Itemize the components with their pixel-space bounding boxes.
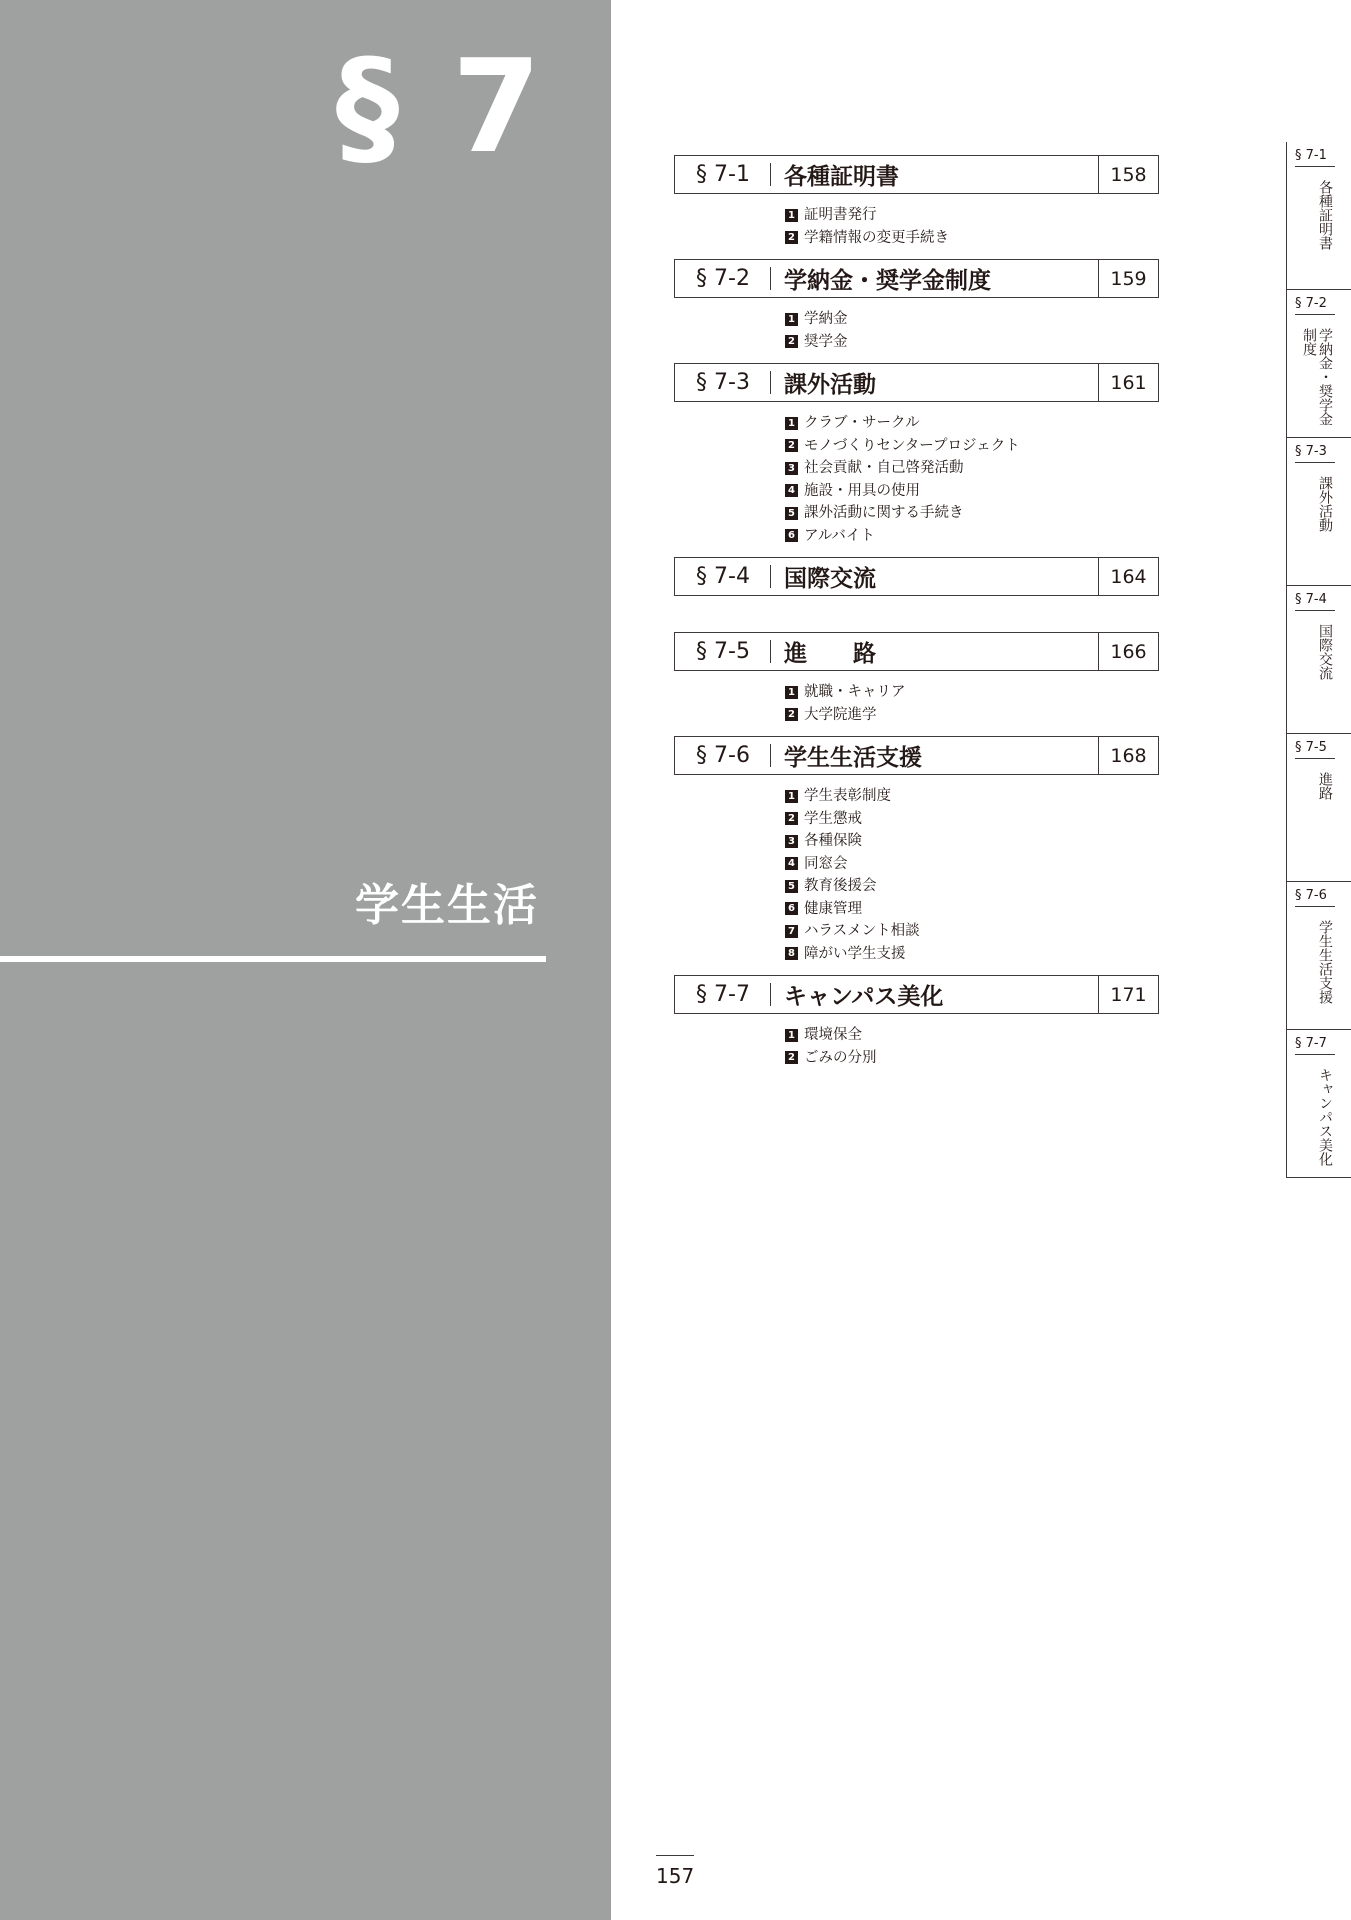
tab-number: § 7-5 [1295, 740, 1335, 759]
list-item[interactable] [785, 785, 1159, 808]
list-item[interactable] [785, 204, 1159, 227]
section-item-list [674, 298, 1159, 363]
chapter-cover-panel [0, 0, 611, 1920]
section-title: 課外活動 [784, 372, 876, 398]
section-page: 161 [1098, 364, 1158, 401]
table-of-contents [674, 155, 1159, 1079]
item-number-badge: 1 [785, 209, 798, 222]
list-item[interactable] [785, 502, 1159, 525]
item-text: クラブ・サークル [804, 415, 920, 431]
section-number: § 7-7 [675, 976, 771, 1013]
item-number-badge: 2 [785, 708, 798, 721]
section-page: 164 [1098, 558, 1158, 595]
item-text: 教育後援会 [804, 878, 877, 894]
section-header[interactable] [674, 736, 1159, 775]
list-item[interactable] [785, 853, 1159, 876]
list-item[interactable] [785, 331, 1159, 354]
toc-section [674, 736, 1159, 975]
item-text: 課外活動に関する手続き [804, 505, 964, 521]
item-text: 学生表彰制度 [804, 788, 891, 804]
tab-number: § 7-1 [1295, 148, 1335, 167]
section-number: § 7-4 [675, 558, 771, 595]
item-number-badge: 5 [785, 507, 798, 520]
section-page: 168 [1098, 737, 1158, 774]
item-number-badge: 6 [785, 902, 798, 915]
tab-label: キャンパス美化 [1317, 1068, 1333, 1166]
list-item[interactable] [785, 681, 1159, 704]
item-number-badge: 1 [785, 790, 798, 803]
section-header[interactable] [674, 557, 1159, 596]
section-item-list [674, 1014, 1159, 1079]
chapter-title: 学生生活 [355, 880, 539, 931]
section-number: § 7-2 [675, 260, 771, 297]
chapter-number: § 7 [335, 33, 545, 182]
item-number-badge: 2 [785, 231, 798, 244]
tab-number: § 7-3 [1295, 444, 1335, 463]
list-item[interactable] [785, 435, 1159, 458]
side-index-tabs [1286, 142, 1351, 1178]
list-item[interactable] [785, 1047, 1159, 1070]
tab-label: 進路 [1317, 772, 1333, 800]
section-title: キャンパス美化 [784, 984, 944, 1010]
toc-section [674, 259, 1159, 363]
item-text: ごみの分別 [804, 1049, 877, 1066]
section-number: § 7-1 [675, 156, 771, 193]
item-number-badge: 8 [785, 947, 798, 960]
section-item-list [674, 775, 1159, 975]
section-header[interactable] [674, 155, 1159, 194]
list-item[interactable] [785, 704, 1159, 727]
tab-label: 学生生活支援 [1317, 920, 1333, 1004]
item-text: 奨学金 [804, 333, 848, 350]
section-title: 各種証明書 [784, 164, 899, 190]
tab-label: 学納金・奨学金制度 [1301, 328, 1333, 426]
tab-label: 各種証明書 [1317, 180, 1333, 250]
item-number-badge: 2 [785, 439, 798, 452]
list-item[interactable] [785, 943, 1159, 966]
section-item-list [674, 194, 1159, 259]
item-number-badge: 4 [785, 857, 798, 870]
item-text: 証明書発行 [804, 207, 877, 223]
toc-section [674, 155, 1159, 259]
section-item-list [674, 402, 1159, 557]
list-item[interactable] [785, 480, 1159, 503]
section-page: 171 [1098, 976, 1158, 1013]
side-index-tab[interactable] [1286, 438, 1351, 586]
chapter-title-rule [0, 956, 546, 962]
side-index-tab[interactable] [1286, 290, 1351, 438]
section-title: 進 路 [784, 641, 876, 667]
section-item-list [674, 671, 1159, 736]
list-item[interactable] [785, 227, 1159, 250]
tab-number: § 7-2 [1295, 296, 1335, 315]
side-index-tab[interactable] [1286, 1030, 1351, 1178]
item-number-badge: 6 [785, 529, 798, 542]
item-number-badge: 3 [785, 835, 798, 848]
section-header[interactable] [674, 363, 1159, 402]
section-header[interactable] [674, 975, 1159, 1014]
tab-label: 国際交流 [1317, 624, 1333, 680]
item-number-badge: 3 [785, 462, 798, 475]
section-title: 学納金・奨学金制度 [784, 268, 991, 294]
side-index-tab[interactable] [1286, 882, 1351, 1030]
section-number: § 7-5 [675, 633, 771, 670]
tab-label: 課外活動 [1317, 476, 1333, 532]
list-item[interactable] [785, 525, 1159, 548]
item-number-badge: 1 [785, 313, 798, 326]
item-text: ハラスメント相談 [804, 923, 920, 939]
item-text: 学納金 [804, 311, 848, 327]
section-number: § 7-6 [675, 737, 771, 774]
item-text: 各種保険 [804, 833, 862, 849]
section-header[interactable] [674, 632, 1159, 671]
section-header[interactable] [674, 259, 1159, 298]
item-number-badge: 1 [785, 1029, 798, 1042]
side-index-tab[interactable] [1286, 142, 1351, 290]
item-text: 学生懲戒 [804, 810, 862, 827]
toc-section [674, 975, 1159, 1079]
list-item[interactable] [785, 898, 1159, 921]
tab-number: § 7-7 [1295, 1036, 1335, 1055]
item-text: 同窓会 [804, 855, 848, 872]
section-page: 159 [1098, 260, 1158, 297]
item-text: 環境保全 [804, 1027, 862, 1043]
list-item[interactable] [785, 875, 1159, 898]
list-item[interactable] [785, 308, 1159, 331]
list-item[interactable] [785, 830, 1159, 853]
toc-section [674, 632, 1159, 736]
item-number-badge: 2 [785, 335, 798, 348]
page-number: 157 [656, 1855, 694, 1888]
side-index-tab[interactable] [1286, 586, 1351, 734]
item-number-badge: 5 [785, 880, 798, 893]
side-index-tab[interactable] [1286, 734, 1351, 882]
list-item[interactable] [785, 1024, 1159, 1047]
item-text: モノづくりセンタープロジェクト [804, 437, 1020, 454]
list-item[interactable] [785, 920, 1159, 943]
section-item-list [674, 596, 1159, 632]
list-item[interactable] [785, 457, 1159, 480]
item-text: 施設・用具の使用 [804, 482, 920, 499]
item-number-badge: 1 [785, 417, 798, 430]
item-number-badge: 2 [785, 1051, 798, 1064]
item-text: 健康管理 [804, 900, 862, 917]
tab-number: § 7-6 [1295, 888, 1335, 907]
item-number-badge: 1 [785, 686, 798, 699]
section-title: 国際交流 [784, 566, 876, 592]
item-number-badge: 4 [785, 484, 798, 497]
item-text: 大学院進学 [804, 706, 877, 723]
item-number-badge: 2 [785, 812, 798, 825]
section-page: 166 [1098, 633, 1158, 670]
item-number-badge: 7 [785, 925, 798, 938]
toc-section [674, 363, 1159, 557]
section-page: 158 [1098, 156, 1158, 193]
list-item[interactable] [785, 808, 1159, 831]
toc-section [674, 557, 1159, 632]
item-text: 社会貢献・自己啓発活動 [804, 460, 964, 476]
section-number: § 7-3 [675, 364, 771, 401]
item-text: 障がい学生支援 [804, 945, 906, 962]
item-text: 就職・キャリア [804, 684, 906, 700]
list-item[interactable] [785, 412, 1159, 435]
section-title: 学生生活支援 [784, 745, 922, 771]
item-text: 学籍情報の変更手続き [804, 229, 949, 246]
item-text: アルバイト [804, 527, 875, 544]
tab-number: § 7-4 [1295, 592, 1335, 611]
